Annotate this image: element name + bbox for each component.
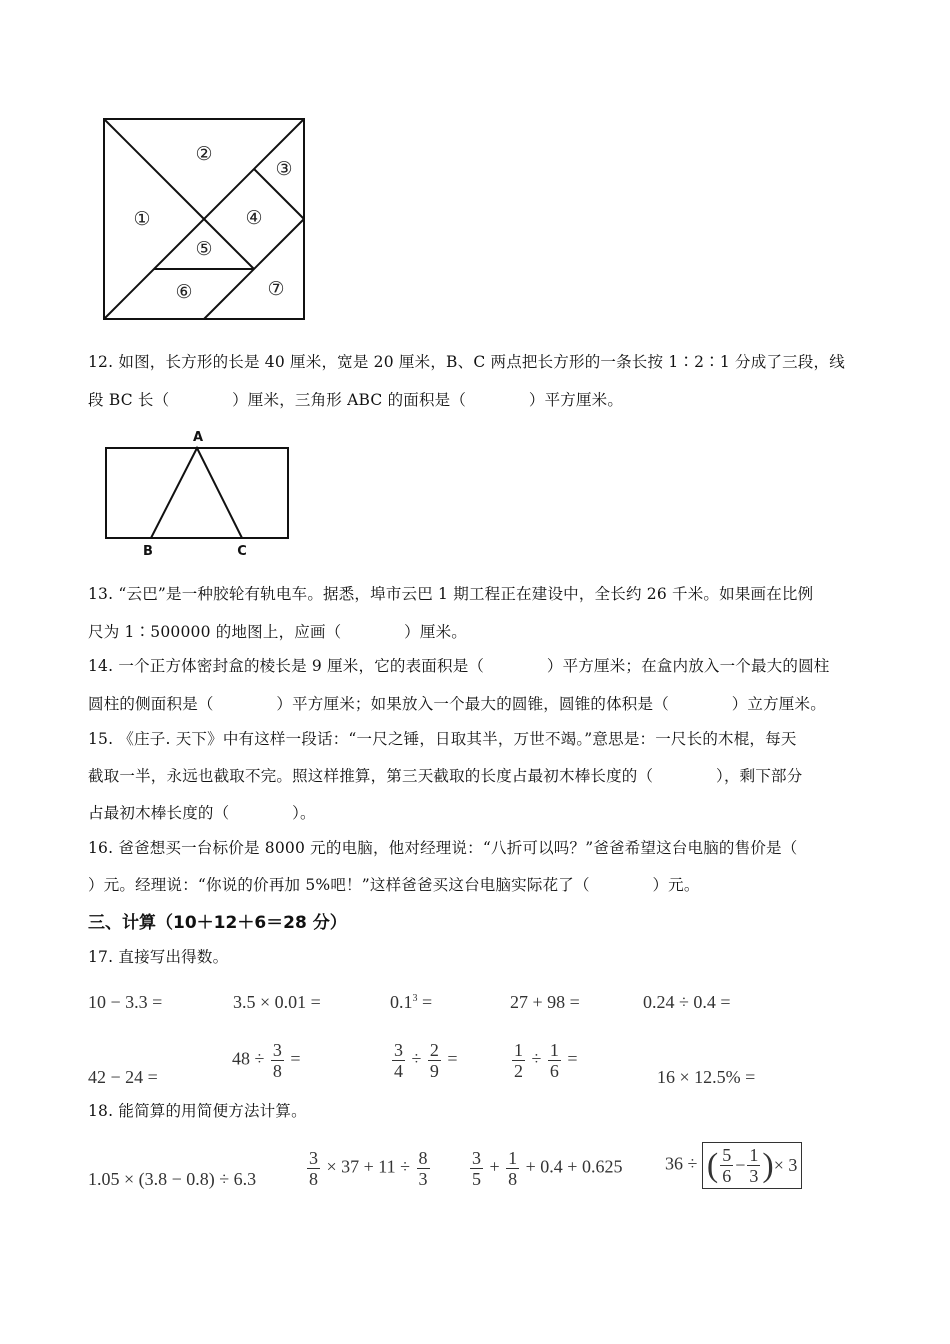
fraction (506, 1148, 519, 1189)
numerator: 3 (272, 1040, 282, 1060)
q17-expr-8 (390, 1040, 458, 1081)
denominator: 3 (749, 1166, 759, 1186)
fraction (307, 1148, 320, 1189)
denominator: 4 (394, 1061, 403, 1081)
q17-expr-3-tail: = (417, 992, 433, 1012)
q17-title: 17. 直接写出得数。 (88, 948, 229, 966)
denominator: 8 (309, 1169, 318, 1189)
q18-expr-4-pre: 36 ÷ (665, 1153, 698, 1174)
q17-expr-6: 42 − 24 = (88, 1067, 158, 1087)
q18-expr-3-tail: + 0.4 + 0.625 (525, 1156, 623, 1177)
q17-expr-3-exponent: 3 (412, 993, 418, 1004)
numerator: 1 (749, 1145, 759, 1165)
square-bracket (702, 1142, 802, 1189)
q17-expr-4: 27 + 98 = (510, 992, 580, 1012)
q16-line1: 16. 爸爸想买一台标价是 8000 元的电脑，他对经理说：“八折可以吗？”爸爸希望这台电脑的售价是（ (88, 839, 798, 857)
label-c: C (237, 544, 247, 559)
q14-line2: 圆柱的侧面积是（ ）平方厘米；如果放入一个最大的圆锥，圆锥的体积是（ ）立方厘米。 (88, 695, 826, 713)
denominator: 3 (418, 1169, 428, 1189)
fraction (512, 1040, 525, 1081)
denominator: 5 (472, 1169, 481, 1189)
label-b: B (143, 544, 153, 559)
denominator: 9 (429, 1061, 439, 1081)
fraction (720, 1145, 733, 1186)
q18-expr-4 (665, 1142, 802, 1189)
paren-close: ) (762, 1146, 774, 1184)
operator: + (489, 1156, 500, 1177)
tangram-label-5: ⑤ (195, 238, 213, 260)
fraction (470, 1148, 483, 1189)
rectangle (106, 448, 288, 538)
q13-line2: 尺为 1∶500000 的地图上，应画（ ）厘米。 (88, 623, 467, 641)
denominator: 2 (514, 1061, 523, 1081)
numerator: 5 (722, 1145, 732, 1165)
q18-expr-2 (305, 1148, 432, 1189)
numerator: 3 (394, 1040, 403, 1060)
equals: = (567, 1048, 578, 1069)
section-title: 三、计算（10＋12＋6＝28 分） (88, 913, 347, 933)
q17-expr-7-pre: 48 ÷ (232, 1048, 265, 1069)
numerator: 3 (309, 1148, 318, 1168)
q17-expr-9 (510, 1040, 578, 1081)
tangram-label-1: ① (133, 208, 151, 230)
numerator: 2 (429, 1040, 439, 1060)
q15-line3: 占最初木棒长度的（ ）。 (88, 804, 316, 822)
q17-expr-2: 3.5 × 0.01 = (233, 992, 321, 1012)
tangram-label-3: ③ (275, 158, 293, 180)
numerator: 8 (418, 1148, 428, 1168)
denominator: 6 (722, 1166, 732, 1186)
fraction (548, 1040, 561, 1081)
paren-open: ( (706, 1146, 719, 1184)
fraction (428, 1040, 441, 1081)
label-a: A (192, 430, 204, 445)
tangram-label-2: ② (195, 143, 213, 165)
numerator: 1 (549, 1040, 559, 1060)
tangram-label-4: ④ (245, 207, 263, 229)
equals: = (447, 1048, 458, 1069)
fraction (747, 1145, 760, 1186)
fraction (271, 1040, 284, 1081)
q15-line2: 截取一半，永远也截取不完。照这样推算，第三天截取的长度占最初木棒长度的（ ），剩下部分 (88, 767, 803, 785)
triangle-abc (151, 448, 242, 538)
q14-line1: 14. 一个正方体密封盒的棱长是 9 厘米，它的表面积是（ ）平方厘米；在盒内放入一个最大的圆柱 (88, 657, 830, 675)
q13-line1: 13. “云巴”是一种胶轮有轨电车。据悉，埠市云巴 1 期工程正在建设中，全长约 26 千米。如果画在比例 (88, 585, 814, 603)
denominator: 8 (272, 1061, 282, 1081)
q12-line1: 12. 如图，长方形的长是 40 厘米，宽是 20 厘米，B、C 两点把长方形的一条长按 1∶2∶1 分成了三段，线 (88, 353, 845, 371)
q18-title: 18. 能简算的用简便方法计算。 (88, 1102, 307, 1120)
q15-line1: 15. 《庄子. 天下》中有这样一段话：“一尺之锤，日取其半，万世不竭。”意思是：一尺长的木棍，每天 (88, 730, 797, 748)
rectangle-abc-figure (100, 425, 295, 560)
q18-expr-1: 1.05 × (3.8 − 0.8) ÷ 6.3 (88, 1169, 257, 1189)
tangram-label-7: ⑦ (267, 278, 285, 300)
q17-expr-7-post: = (290, 1048, 301, 1069)
q18-expr-2-middle: × 37 + 11 ÷ (326, 1156, 411, 1177)
tangram-figure (100, 115, 310, 325)
q17-expr-3-base: 0.1 (390, 992, 413, 1012)
q17-expr-3 (390, 992, 432, 1013)
q17-expr-7 (232, 1040, 301, 1081)
q17-expr-10: 16 × 12.5% = (657, 1067, 756, 1087)
tangram-line (104, 119, 204, 219)
operator: ÷ (531, 1048, 542, 1069)
numerator: 3 (472, 1148, 481, 1168)
q18-expr-3 (468, 1148, 622, 1189)
operator: − (735, 1155, 746, 1175)
q17-expr-1: 10 − 3.3 = (88, 992, 163, 1012)
operator: ÷ (411, 1048, 422, 1069)
tangram-label-6: ⑥ (175, 281, 193, 303)
numerator: 1 (508, 1148, 518, 1168)
numerator: 1 (514, 1040, 523, 1060)
denominator: 6 (549, 1061, 559, 1081)
q18-expr-4-tail: × 3 (773, 1155, 798, 1175)
denominator: 8 (508, 1169, 518, 1189)
q17-expr-5: 0.24 ÷ 0.4 = (643, 992, 731, 1012)
fraction (417, 1148, 430, 1189)
q16-line2: ）元。经理说：“你说的价再加 5%吧！”这样爸爸买这台电脑实际花了（ ）元。 (88, 876, 700, 894)
fraction (392, 1040, 405, 1081)
q12-line2: 段 BC 长（ ）厘米，三角形 ABC 的面积是（ ）平方厘米。 (88, 391, 624, 409)
